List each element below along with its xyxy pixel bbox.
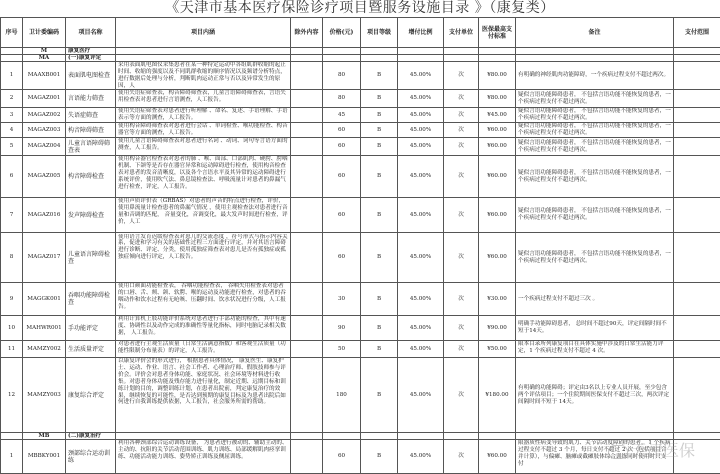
row-scope xyxy=(674,198,720,233)
row-note: 疑似言语功能障碍患者， 不包括言语功能不能恢复的患者，一个疾病过程支付不超过两次。 xyxy=(516,90,674,108)
header-excluded: 除外内容 xyxy=(291,18,323,48)
row-no: 12 xyxy=(1,358,23,433)
section-name: (一)康复评定 xyxy=(66,55,116,62)
table-row xyxy=(1,108,720,123)
row-scope xyxy=(674,283,720,316)
row-code: MAGAZ002 xyxy=(23,108,66,123)
row-scope xyxy=(674,233,720,283)
row-grade: B xyxy=(361,440,398,474)
row-grade: B xyxy=(361,341,398,358)
row-ratio: 45.00% xyxy=(398,341,444,358)
row-price: 60 xyxy=(323,198,361,233)
row-name: 构音障碍筛查 xyxy=(66,123,116,138)
row-grade: B xyxy=(361,283,398,316)
section-row-ma xyxy=(1,55,720,62)
row-grade: B xyxy=(361,138,398,156)
row-grade: B xyxy=(361,316,398,341)
row-content-text: 采用表面肌电图仪采集患者在某一种特定运动中各组肌群收缩的起止时间、收缩的强度以及不同肌群收缩的顺序情况以及频谱分析特点， 进行数据后处理与分析，判断肌肉运动正常与否以及异常发生的原因，人 xyxy=(118,62,288,89)
row-content-text: 利用各种颈部综合运动训练设备， 为患者进行被动的、辅助主动的、主动的、抗阻的关节活动范围训练、肌力训练、局部缓解肌肉痉挛训练、功能活动能力训练、姿势矫正训练及侧屈训练。 xyxy=(118,440,288,473)
header-row xyxy=(1,18,720,48)
header-scope: 支付范围 xyxy=(674,18,720,48)
table-row xyxy=(1,341,720,358)
table-row xyxy=(1,316,720,341)
row-max-pay: ¥60.00 xyxy=(479,138,516,156)
row-content-text: 使用口颜面功能检查表， 吞咽功能检查表， 吞咽失用检查表对患者的口唇、舌、颊、颌、软腭、喉的运动及功能进行检查，对患者的吞咽动作和饮水过程有无呛咳、压翻时间、饮水状况进行分级，人工报告。 xyxy=(118,283,288,315)
row-excluded xyxy=(291,138,323,156)
header-grade: 项目等级 xyxy=(361,18,398,48)
row-content-text: 以康复评价会的形式进行， 根据患者具体情况， 康复医生、康复护士、运动、作业、语言、社会工作者、心理治疗师、假肢技师参与评价会。评价会对患者身体功能、家庭状况、社会环境等材料进行收集。对患者身体功能及残存能力进行量化，制定近期、远期目标和训练计划的目的，调整训练计划，在患者出院前，判定康复治疗的效果，继续恢复的可能性，是否达到预期的康复目标及为患者出院后如何进行自我训练提供依据，人工报告，社会服务所需的帮助。 xyxy=(118,358,288,432)
row-code: MAGAZ003 xyxy=(23,123,66,138)
row-content xyxy=(116,440,291,474)
watermark xyxy=(608,438,695,461)
row-code: MAGAZ016 xyxy=(23,198,66,233)
row-price: 60 xyxy=(323,233,361,283)
row-grade: B xyxy=(361,90,398,108)
row-unit: 次 xyxy=(444,440,479,474)
row-note-text: 疑似言语功能障碍患者， 不包括言语功能不能恢复的患者，一个疾病过程支付不超过两次。 xyxy=(518,108,671,122)
row-note: 明确手功能障碍患者， 总时间不超过90天，评定间隔时间不短于14天。 xyxy=(516,316,674,341)
section-name: (二)康复治疗 xyxy=(66,433,116,440)
row-unit: 次 xyxy=(444,341,479,358)
row-scope xyxy=(674,316,720,341)
table-row xyxy=(1,90,720,108)
row-code: MAMZY003 xyxy=(23,358,66,433)
row-note xyxy=(516,108,674,123)
row-unit: 次 xyxy=(444,123,479,138)
row-code: MAAXB001 xyxy=(23,62,66,90)
row-note: 疑似言语功能障碍患者， 不包括言语功能不能恢复的患者，一个疾病过程支付不超过两次。 xyxy=(516,233,674,283)
row-ratio: 45.00% xyxy=(398,62,444,90)
table-row xyxy=(1,138,720,156)
row-no: 2 xyxy=(1,90,23,108)
row-content-text: 使用构音障碍筛查表对患者进行会话 、单词检查、喉功能检查、构音器官等方面的测查，人工报告。 xyxy=(118,123,288,137)
row-code: MBBKY001 xyxy=(23,440,66,474)
row-no: 3 xyxy=(1,108,23,123)
row-max-pay: ¥90.00 xyxy=(479,316,516,341)
row-content-text: 使用声质评价表（GRBAS）对患者的声音的特点进行检查，评价，使用鼻流量计检查患者的鼻漏气情况 ，使用主观检查法对患者进行音量和音调的匹配， 音量变化，音调变化，最大发声时间进行检查，评价，人工 xyxy=(118,198,288,232)
table-row xyxy=(1,283,720,316)
row-max-pay: ¥30.00 xyxy=(479,283,516,316)
row-note-text: 限本目录所列康复项目在具体实施中涉及的日常生活能力评定，1 个疾病过程支付不超过 4 次。 xyxy=(518,341,671,357)
row-content-text: 使用语言发育迟缓检查表对患儿的交流态度 ，符号形式与指示内容关系，促进和学习有关的基础性过程三方面进行评定，并对其语言障碍进行诊断、评定、分类，使用孤独症筛查表对患儿是否有孤独症或孤独症倾向进行评定，人工报告。 xyxy=(118,234,288,282)
row-excluded xyxy=(291,156,323,198)
row-content xyxy=(116,233,291,283)
wechat-icon xyxy=(608,445,628,459)
header-price: 价格(元) xyxy=(323,18,361,48)
row-price: 60 xyxy=(323,123,361,138)
row-unit: 次 xyxy=(444,62,479,90)
row-no: 5 xyxy=(1,138,23,156)
row-code: MAHWR001 xyxy=(23,316,66,341)
section-row-m xyxy=(1,48,720,55)
row-max-pay: ¥50.00 xyxy=(479,341,516,358)
row-unit: 次 xyxy=(444,108,479,123)
header-unit: 支付单位 xyxy=(444,18,479,48)
row-name: 儿童言语障碍筛查表 xyxy=(66,138,116,156)
row-content xyxy=(116,156,291,198)
row-max-pay: ¥45.00 xyxy=(479,108,516,123)
row-grade: B xyxy=(361,198,398,233)
section-name: 康复医疗 xyxy=(66,48,116,55)
row-price: 180 xyxy=(323,358,361,433)
row-price: 60 xyxy=(323,156,361,198)
row-note: 疑似言语功能障碍患者， 不包括言语功能不能恢复的患者，一个疾病过程支付不超过两次。 xyxy=(516,198,674,233)
row-note: 有明确的功能障碍；评定由3名以上专业人员开展，至少包含两个评估项目；一个住院期间医保支付不超过三次，两次评定间隔时间不短于 14天。 xyxy=(516,358,674,433)
catalog-table xyxy=(0,17,720,474)
section-code: MA xyxy=(23,55,66,62)
row-note: 疑似言语功能障碍患者， 不包括言语功能不能恢复的患者，一个疾病过程支付不超过两次。 xyxy=(516,156,674,198)
row-no: 6 xyxy=(1,156,23,198)
row-ratio: 45.00% xyxy=(398,138,444,156)
row-no: 4 xyxy=(1,123,23,138)
row-code: MAGAZ005 xyxy=(23,156,66,198)
row-content-text: 使用失语症筛查表对患者进行听理解 、命名、复述、手语理解、手语表示等方面的测查，人工报告。 xyxy=(118,108,288,122)
row-content-text: 使用构音器官检查表对患者的肺 、喉、面部、口部肌肉、硬腭、腭咽机制、下颌等是否存在器官异常和运动障碍进行检查，使用构音检查表对患者的发音清晰度，以及各个言语水平及其异常的运动障碍进行系统评价，使用吹气法、鼻息镜检查法、呼吸流量计对患者的鼻漏气进行检查，评定，人工报告。 xyxy=(118,156,288,197)
row-scope xyxy=(674,123,720,138)
row-unit: 次 xyxy=(444,90,479,108)
row-no: 1 xyxy=(1,440,23,474)
row-code: MAMZY002 xyxy=(23,341,66,358)
row-grade: B xyxy=(361,156,398,198)
row-ratio: 45.00% xyxy=(398,90,444,108)
row-unit: 次 xyxy=(444,283,479,316)
row-name: 儿童语言障碍检查 xyxy=(66,233,116,283)
row-content xyxy=(116,358,291,433)
table-row xyxy=(1,123,720,138)
row-content xyxy=(116,283,291,316)
row-price: 60 xyxy=(323,440,361,474)
row-excluded xyxy=(291,90,323,108)
row-ratio: 45.00% xyxy=(398,283,444,316)
header-content: 项目内涵 xyxy=(116,18,291,48)
row-name: 生活质量评定 xyxy=(66,341,116,358)
row-price: 80 xyxy=(323,62,361,90)
table-row xyxy=(1,198,720,233)
row-name: 表面肌电图检查 xyxy=(66,62,116,90)
row-grade: B xyxy=(361,62,398,90)
row-content xyxy=(116,123,291,138)
row-ratio: 45.00% xyxy=(398,440,444,474)
table-row xyxy=(1,62,720,90)
header-note: 备注 xyxy=(516,18,674,48)
header-code: 卫计委编码 xyxy=(23,18,66,48)
row-grade: B xyxy=(361,123,398,138)
row-no: 9 xyxy=(1,283,23,316)
row-unit: 次 xyxy=(444,233,479,283)
row-no: 8 xyxy=(1,233,23,283)
row-unit: 次 xyxy=(444,198,479,233)
row-max-pay: ¥60.00 xyxy=(479,156,516,198)
watermark-text: 天津医保 xyxy=(631,441,695,460)
row-excluded xyxy=(291,198,323,233)
row-content-text: 使用失语症筛查表，构音障碍筛查表，儿童言语障碍筛查表，言语失用检查表对患者进行言语测查，人工报告。 xyxy=(118,90,288,107)
row-ratio: 45.00% xyxy=(398,233,444,283)
row-excluded xyxy=(291,316,323,341)
row-name: 颈部综合运动训练 xyxy=(66,440,116,474)
row-price: 45 xyxy=(323,108,361,123)
row-code: MAGGK001 xyxy=(23,283,66,316)
row-scope xyxy=(674,138,720,156)
row-ratio: 45.00% xyxy=(398,156,444,198)
row-name: 失语症筛查 xyxy=(66,108,116,123)
row-price: 60 xyxy=(323,138,361,156)
row-excluded xyxy=(291,283,323,316)
table-row xyxy=(1,156,720,198)
row-content xyxy=(116,198,291,233)
row-content xyxy=(116,316,291,341)
header-max-pay: 医保最高支付标准 xyxy=(479,18,516,48)
row-grade: B xyxy=(361,358,398,433)
row-max-pay: ¥80.00 xyxy=(479,62,516,90)
row-name: 吞咽功能障碍检查 xyxy=(66,283,116,316)
row-ratio: 45.00% xyxy=(398,198,444,233)
row-max-pay: ¥60.00 xyxy=(479,198,516,233)
row-no: 11 xyxy=(1,341,23,358)
header-ratio: 增付比例 xyxy=(398,18,444,48)
row-price: 50 xyxy=(323,341,361,358)
row-scope xyxy=(674,341,720,358)
row-code: MAGAZ001 xyxy=(23,90,66,108)
row-ratio: 45.00% xyxy=(398,316,444,341)
row-max-pay: ¥60.00 xyxy=(479,233,516,283)
row-unit: 次 xyxy=(444,358,479,433)
row-excluded xyxy=(291,233,323,283)
row-content xyxy=(116,341,291,358)
row-name: 言语能力筛查 xyxy=(66,90,116,108)
row-scope xyxy=(674,358,720,433)
row-excluded xyxy=(291,358,323,433)
row-scope xyxy=(674,62,720,90)
section-code: MB xyxy=(23,433,66,440)
row-note-text: 疑似言语功能障碍患者， 不包括言语功能不能恢复的患者，一个疾病过程支付不超过两次。 xyxy=(518,123,671,137)
row-scope xyxy=(674,156,720,198)
row-content xyxy=(116,90,291,108)
row-scope xyxy=(674,90,720,108)
row-note: 有明确的神经肌肉功能障碍，一个疾病过程支付不超过两次。 xyxy=(516,62,674,90)
row-no: 10 xyxy=(1,316,23,341)
row-ratio: 45.00% xyxy=(398,108,444,123)
row-unit: 次 xyxy=(444,138,479,156)
row-code: MAGAZ004 xyxy=(23,138,66,156)
row-name: 构音障碍检查 xyxy=(66,156,116,198)
row-ratio: 45.00% xyxy=(398,358,444,433)
row-max-pay: ¥80.00 xyxy=(479,90,516,108)
row-name: 手功能评定 xyxy=(66,316,116,341)
row-code: MAGAZ017 xyxy=(23,233,66,283)
table-row xyxy=(1,358,720,433)
row-content xyxy=(116,62,291,90)
row-name: 康复综合评定 xyxy=(66,358,116,433)
row-price: 90 xyxy=(323,316,361,341)
row-content-text: 对患者进行主观生活质量（日常生活满意指数）和客观生活质量（功能性限制分布量表）的评定，人工报告。 xyxy=(118,341,288,357)
row-note xyxy=(516,123,674,138)
row-note: 疑似言语功能障碍患者， 不包括言语功能不能恢复的患者，一个疾病过程支付不超过两次。 xyxy=(516,138,674,156)
row-grade: B xyxy=(361,108,398,123)
section-code: M xyxy=(23,48,66,55)
row-max-pay: ¥60.00 xyxy=(479,123,516,138)
row-content xyxy=(116,138,291,156)
row-excluded xyxy=(291,62,323,90)
row-grade: B xyxy=(361,233,398,283)
row-excluded xyxy=(291,123,323,138)
header-no: 序号 xyxy=(1,18,23,48)
row-note: 一个疾病过程支付不超过三次 。 xyxy=(516,283,674,316)
row-note xyxy=(516,341,674,358)
row-excluded xyxy=(291,108,323,123)
row-max-pay: ¥180.00 xyxy=(479,358,516,433)
row-excluded xyxy=(291,440,323,474)
row-price: 80 xyxy=(323,90,361,108)
row-content-text: 利用计算机上肢功能评价系统对患者进行手部功能的检查，其中有速度、协调性以及动作完成的准确性等量化指标，同时电脑记录相关数据， 人工报告。 xyxy=(118,316,288,340)
document-title: 《天津市基本医疗保险诊疗项目暨服务设施目录 》（康复类） xyxy=(0,0,720,17)
row-unit: 次 xyxy=(444,156,479,198)
row-excluded xyxy=(291,341,323,358)
row-ratio: 45.00% xyxy=(398,123,444,138)
row-note-text: 限器质性病变导致的肌力、关节活动度障碍的患者， 1 个疾病过程支付不超过 3 个月，每日支付不超过 2 次（包括项目合并计算），与偏瘫、脑瘫或截瘫肢体综合训练同时使用时只支付 xyxy=(518,440,671,473)
row-max-pay: ¥60.00 xyxy=(479,440,516,474)
table-row xyxy=(1,233,720,283)
row-unit: 次 xyxy=(444,316,479,341)
row-price: 30 xyxy=(323,283,361,316)
row-content xyxy=(116,108,291,123)
row-no: 1 xyxy=(1,62,23,90)
row-scope xyxy=(674,108,720,123)
row-name: 发声障碍检查 xyxy=(66,198,116,233)
row-content-text: 使用儿童言语障碍筛查表对患者进行名词 、动词、词句等言语方面的测查，人工报告。 xyxy=(118,138,288,155)
header-name: 项目名称 xyxy=(66,18,116,48)
row-no: 7 xyxy=(1,198,23,233)
